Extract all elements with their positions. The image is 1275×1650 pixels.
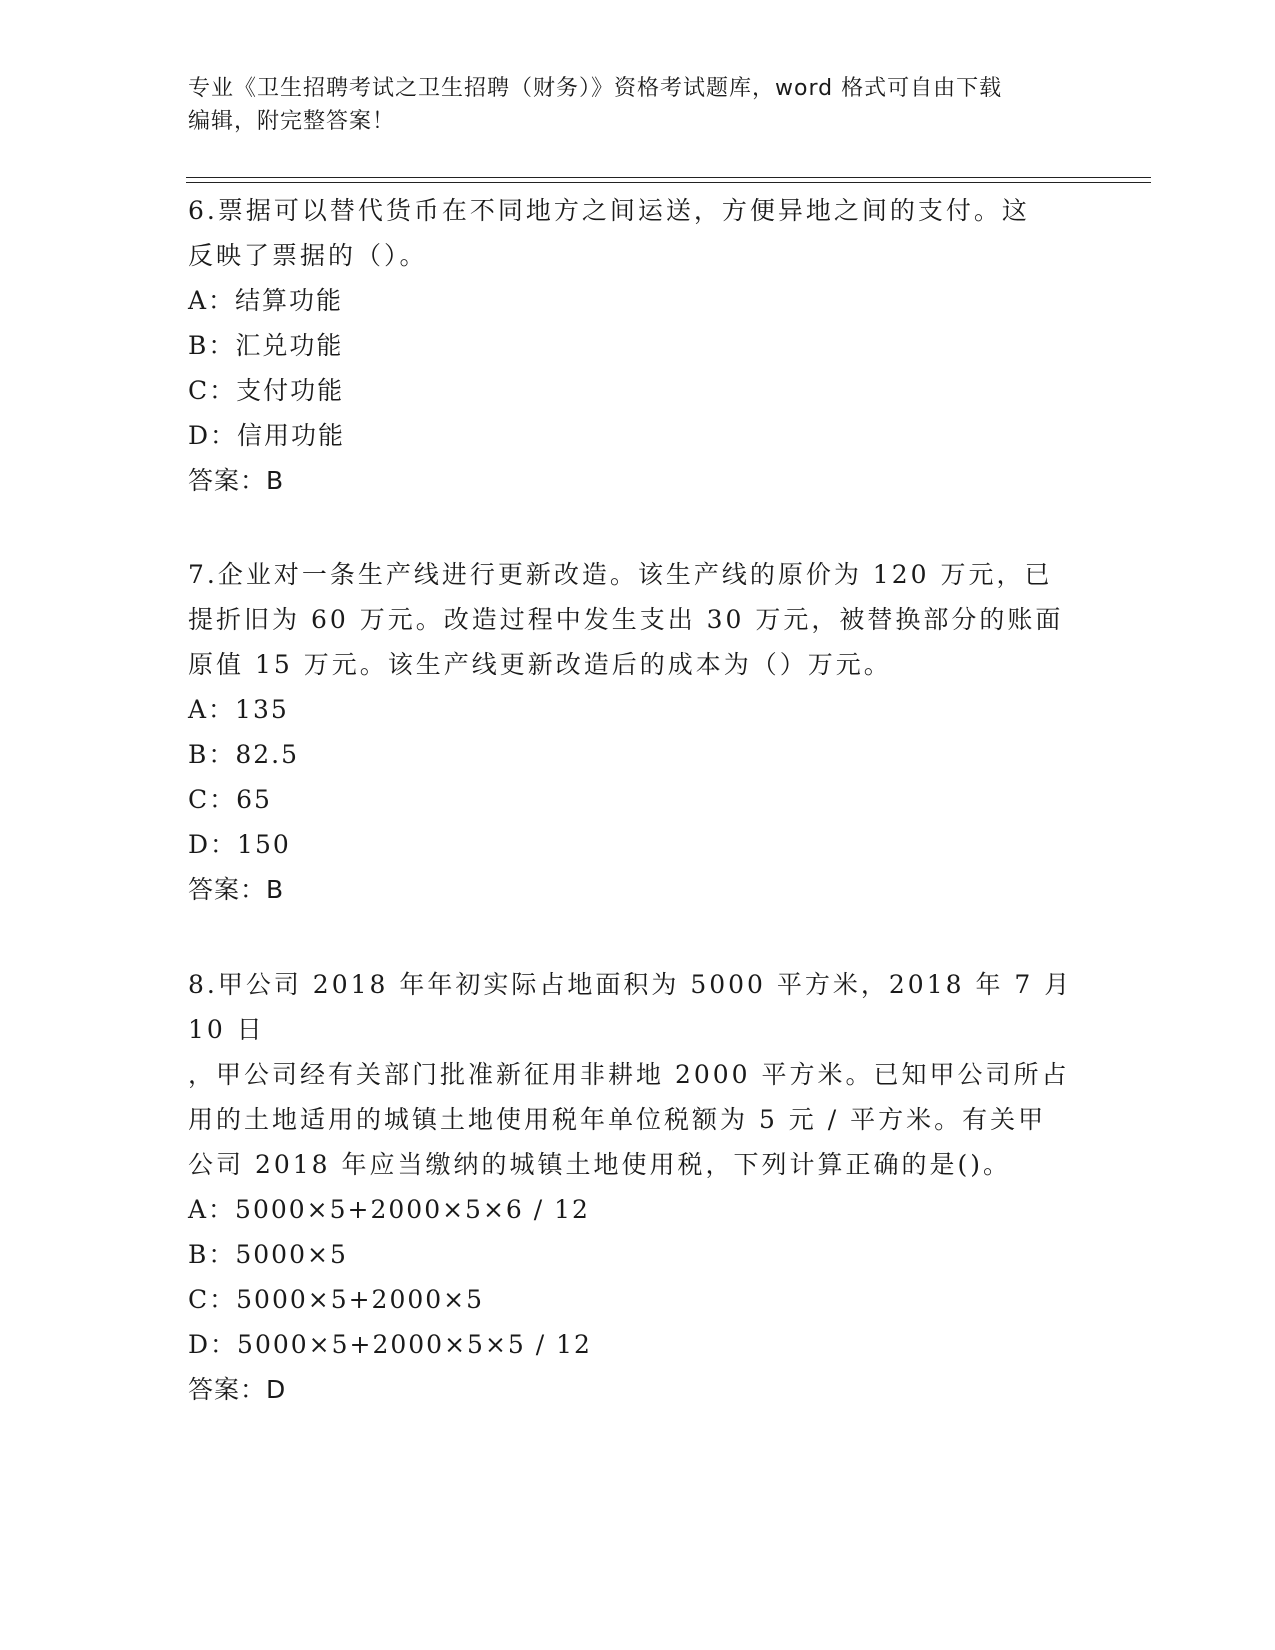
question-stem-line: 7.企业对一条生产线进行更新改造。该生产线的原价为 120 万元，已: [188, 560, 1053, 589]
option-b: B：汇兑功能: [188, 331, 344, 360]
option-d: D：信用功能: [188, 421, 346, 450]
option-c: C：支付功能: [188, 376, 345, 405]
question-stem-line: 反映了票据的（）。: [188, 241, 428, 270]
header-divider-top: [186, 177, 1151, 178]
option-c: C：5000×5+2000×5: [188, 1285, 485, 1314]
question-7: [188, 552, 1088, 912]
option-b: B：5000×5: [188, 1240, 348, 1269]
header-line-1: 专业《卫生招聘考试之卫生招聘（财务）》资格考试题库，word 格式可自由下载: [188, 76, 1003, 101]
option-b: B：82.5: [188, 740, 300, 769]
answer: 答案：B: [188, 466, 285, 495]
answer: 答案：B: [188, 875, 285, 904]
header-divider-bottom: [186, 182, 1151, 183]
question-stem-line: ，甲公司经有关部门批准新征用非耕地 2000 平方米。已知甲公司所占: [188, 1060, 1070, 1089]
document-header: [188, 72, 1068, 138]
question-stem-line: 提折旧为 60 万元。改造过程中发生支出 30 万元，被替换部分的账面: [188, 605, 1064, 634]
answer: 答案：D: [188, 1375, 287, 1404]
question-stem-line: 原值 15 万元。该生产线更新改造后的成本为（）万元。: [188, 650, 892, 679]
question-stem-line: 8.甲公司 2018 年年初实际占地面积为 5000 平方米，2018 年 7 月 10 日: [188, 970, 1073, 1044]
option-d: D：150: [188, 830, 291, 859]
header-line-2: 编辑，附完整答案！: [188, 109, 396, 134]
question-6: [188, 188, 1088, 503]
option-a: A：5000×5+2000×5×6 / 12: [188, 1195, 590, 1224]
option-a: A：结算功能: [188, 286, 344, 315]
question-stem-line: 用的土地适用的城镇土地使用税年单位税额为 5 元 / 平方米。有关甲: [188, 1105, 1047, 1134]
option-c: C：65: [188, 785, 272, 814]
option-d: D：5000×5+2000×5×5 / 12: [188, 1330, 592, 1359]
question-8: [188, 962, 1088, 1412]
question-stem-line: 6.票据可以替代货币在不同地方之间运送，方便异地之间的支付。这: [188, 196, 1030, 225]
question-stem-line: 公司 2018 年应当缴纳的城镇土地使用税，下列计算正确的是()。: [188, 1150, 1012, 1179]
option-a: A：135: [188, 695, 289, 724]
